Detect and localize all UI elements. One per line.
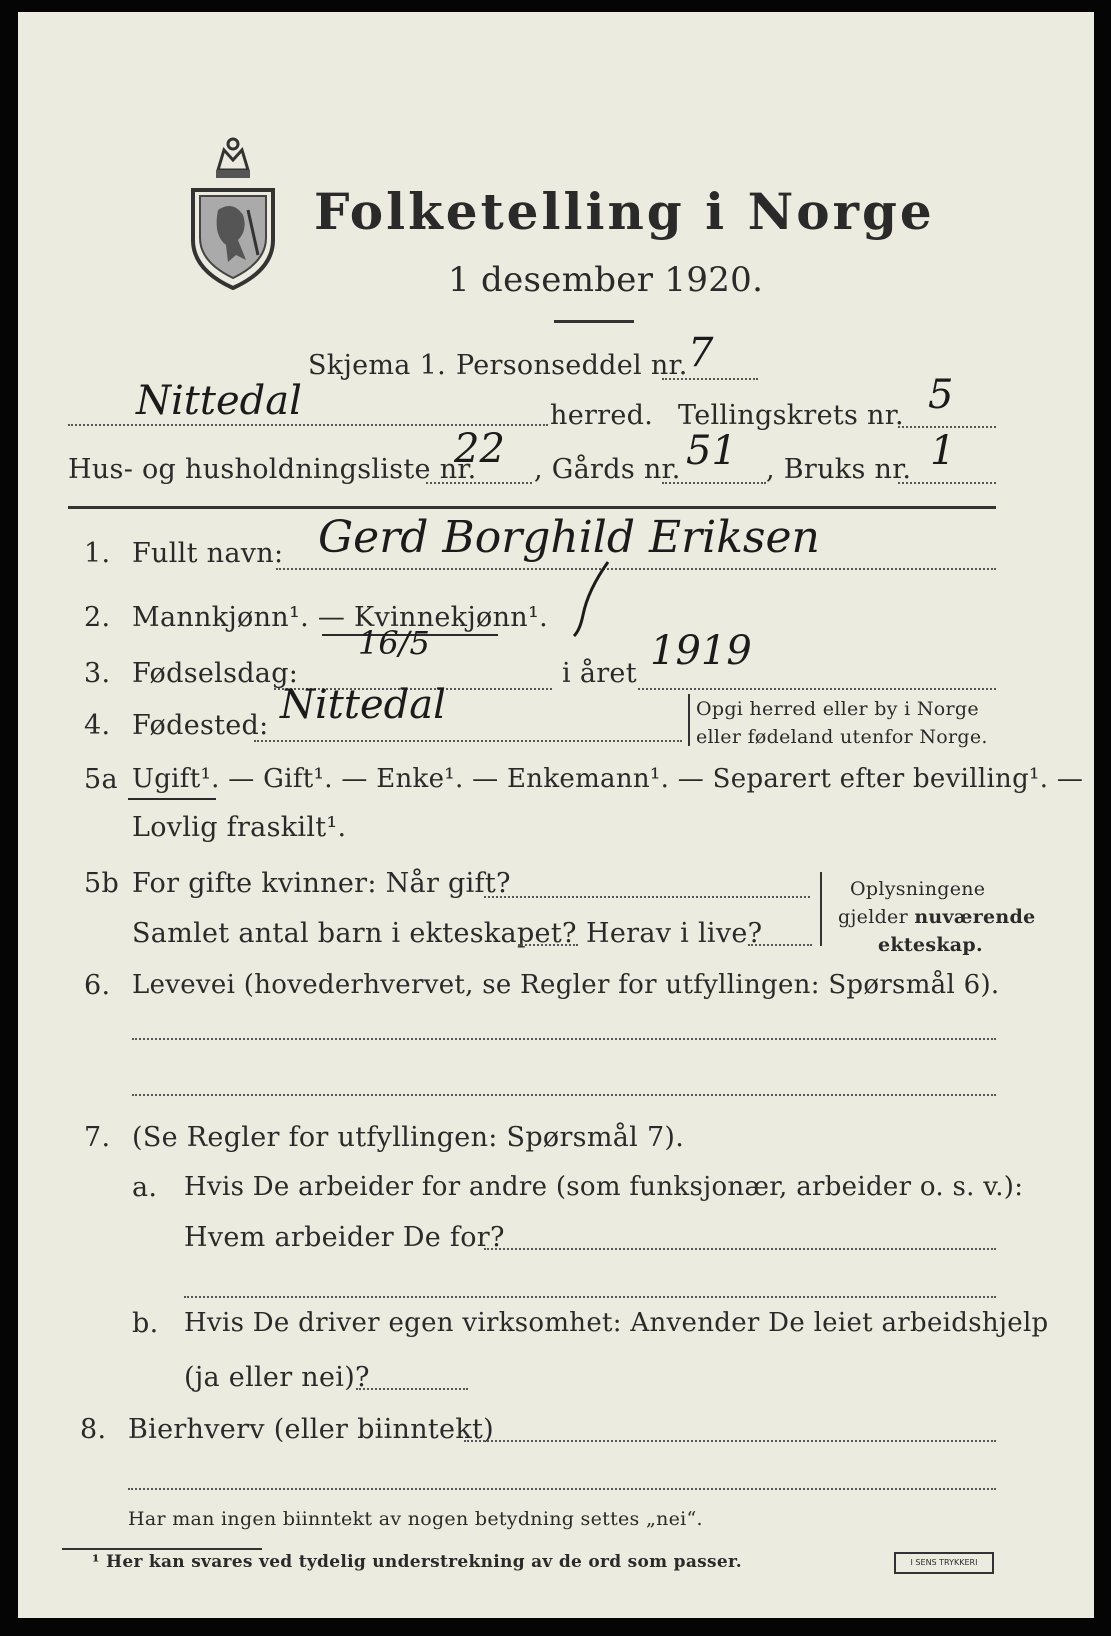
q5b-note-line2b: nuværende <box>914 906 1036 928</box>
q5b-line1 <box>484 896 810 898</box>
husholdningsliste-line <box>426 482 532 484</box>
q1-label: Fullt navn: <box>132 538 284 569</box>
q8-line <box>464 1440 996 1442</box>
gards-line <box>662 482 766 484</box>
tellingskrets-value: 5 <box>928 372 954 418</box>
husholdningsliste-label: Hus- og husholdningsliste nr. <box>68 454 477 485</box>
q6-label: Levevei (hovederhvervet, se Regler for utfyllingen: Spørsmål 6). <box>132 970 1000 1000</box>
q2-label: Mannkjønn¹. — Kvinnekjønn¹. <box>132 602 548 633</box>
title-divider <box>554 320 634 323</box>
personseddel-label: Personseddel nr. <box>456 350 688 381</box>
q6-line2 <box>132 1094 996 1096</box>
q5b-note-line1: Oplysningene <box>850 878 986 900</box>
q4-value: Nittedal <box>280 682 446 728</box>
q4-note-line2: eller fødeland utenfor Norge. <box>696 726 988 748</box>
q6-line1 <box>132 1038 996 1040</box>
q5b-label1: For gifte kvinner: Når gift? <box>132 868 511 899</box>
q4-line <box>254 740 682 742</box>
q8-number: 8. <box>80 1414 107 1445</box>
skjema-label: Skjema 1. <box>308 350 446 381</box>
q4-note-line1: Opgi herred eller by i Norge <box>696 698 979 720</box>
gards-value: 51 <box>686 428 737 474</box>
q7a-letter: a. <box>132 1172 158 1203</box>
q5b-note-line2a: gjelder <box>838 906 915 928</box>
q4-number: 4. <box>84 710 111 741</box>
q5b-note-line2 <box>838 906 1036 928</box>
husholdningsliste-value: 22 <box>454 426 505 472</box>
q5a-line1: Ugift¹. — Gift¹. — Enke¹. — Enkemann¹. — Separert efter bevilling¹. — <box>132 764 1084 794</box>
footnote-divider <box>62 1548 262 1550</box>
header-double-rule-top <box>68 506 996 509</box>
census-form-page <box>18 12 1094 1618</box>
footnote: ¹ Her kan svares ved tydelig understrekning av de ord som passer. <box>92 1552 742 1572</box>
q4-note-brace <box>688 694 690 746</box>
herred-value: Nittedal <box>136 378 302 424</box>
q7b-line1: Hvis De driver egen virksomhet: Anvender De leiet arbeidshjelp <box>184 1308 1049 1338</box>
coat-of-arms-icon <box>188 130 278 290</box>
personseddel-value: 7 <box>688 330 714 376</box>
bruks-label: , Bruks nr. <box>766 454 912 485</box>
bruks-line <box>898 482 996 484</box>
q5b-number: 5b <box>84 868 120 899</box>
q1-line <box>276 568 996 570</box>
q8-line-extra <box>128 1488 996 1490</box>
q2-pen-mark-icon <box>558 560 618 640</box>
printer-stamp: I SENS TRYKKERI <box>894 1552 994 1574</box>
q5b-note-line3: ekteskap. <box>878 934 983 956</box>
q2-number: 2. <box>84 602 111 633</box>
q7-label: (Se Regler for utfyllingen: Spørsmål 7). <box>132 1122 685 1153</box>
q4-label: Fødested: <box>132 710 269 741</box>
q5a-underline-ugift <box>128 798 216 800</box>
q3-day-value: 16/5 <box>358 624 430 662</box>
q7b-letter: b. <box>132 1308 159 1339</box>
q3-year-line <box>638 688 996 690</box>
q3-label: Fødselsdag: <box>132 658 299 689</box>
herred-label: herred. <box>550 400 654 431</box>
q3-number: 3. <box>84 658 111 689</box>
census-date: 1 desember 1920. <box>448 260 764 300</box>
q5b-line2 <box>518 944 578 946</box>
page-title: Folketelling i Norge <box>314 182 935 241</box>
q7a-line-extra <box>184 1296 996 1298</box>
personseddel-line <box>662 378 758 380</box>
q7a-line2: Hvem arbeider De for? <box>184 1222 505 1253</box>
q8-note: Har man ingen biinntekt av nogen betydning settes „nei“. <box>128 1508 703 1530</box>
q5a-number: 5a <box>84 764 118 795</box>
gards-label: , Gårds nr. <box>534 454 681 485</box>
q6-number: 6. <box>84 970 111 1001</box>
q7b-line2: (ja eller nei)? <box>184 1362 370 1393</box>
q5b-label2: Samlet antal barn i ekteskapet? <box>132 918 577 949</box>
q5a-line2: Lovlig fraskilt¹. <box>132 812 347 843</box>
q7-number: 7. <box>84 1122 111 1153</box>
q8-label: Bierhverv (eller biinntekt) <box>128 1414 494 1445</box>
q1-number: 1. <box>84 538 111 569</box>
bruks-value: 1 <box>930 428 956 474</box>
q5b-note-brace <box>820 872 822 946</box>
q7a-line <box>484 1248 996 1250</box>
q3-year-value: 1919 <box>650 628 752 674</box>
q7b-line <box>356 1388 468 1390</box>
q1-value: Gerd Borghild Eriksen <box>318 512 820 563</box>
q5b-label3: Herav i live? <box>586 918 763 949</box>
q7a-line1: Hvis De arbeider for andre (som funksjonær, arbeider o. s. v.): <box>184 1172 1024 1202</box>
q5b-line3 <box>748 944 812 946</box>
tellingskrets-label: Tellingskrets nr. <box>678 400 904 431</box>
q3-year-label: i året <box>562 658 637 689</box>
